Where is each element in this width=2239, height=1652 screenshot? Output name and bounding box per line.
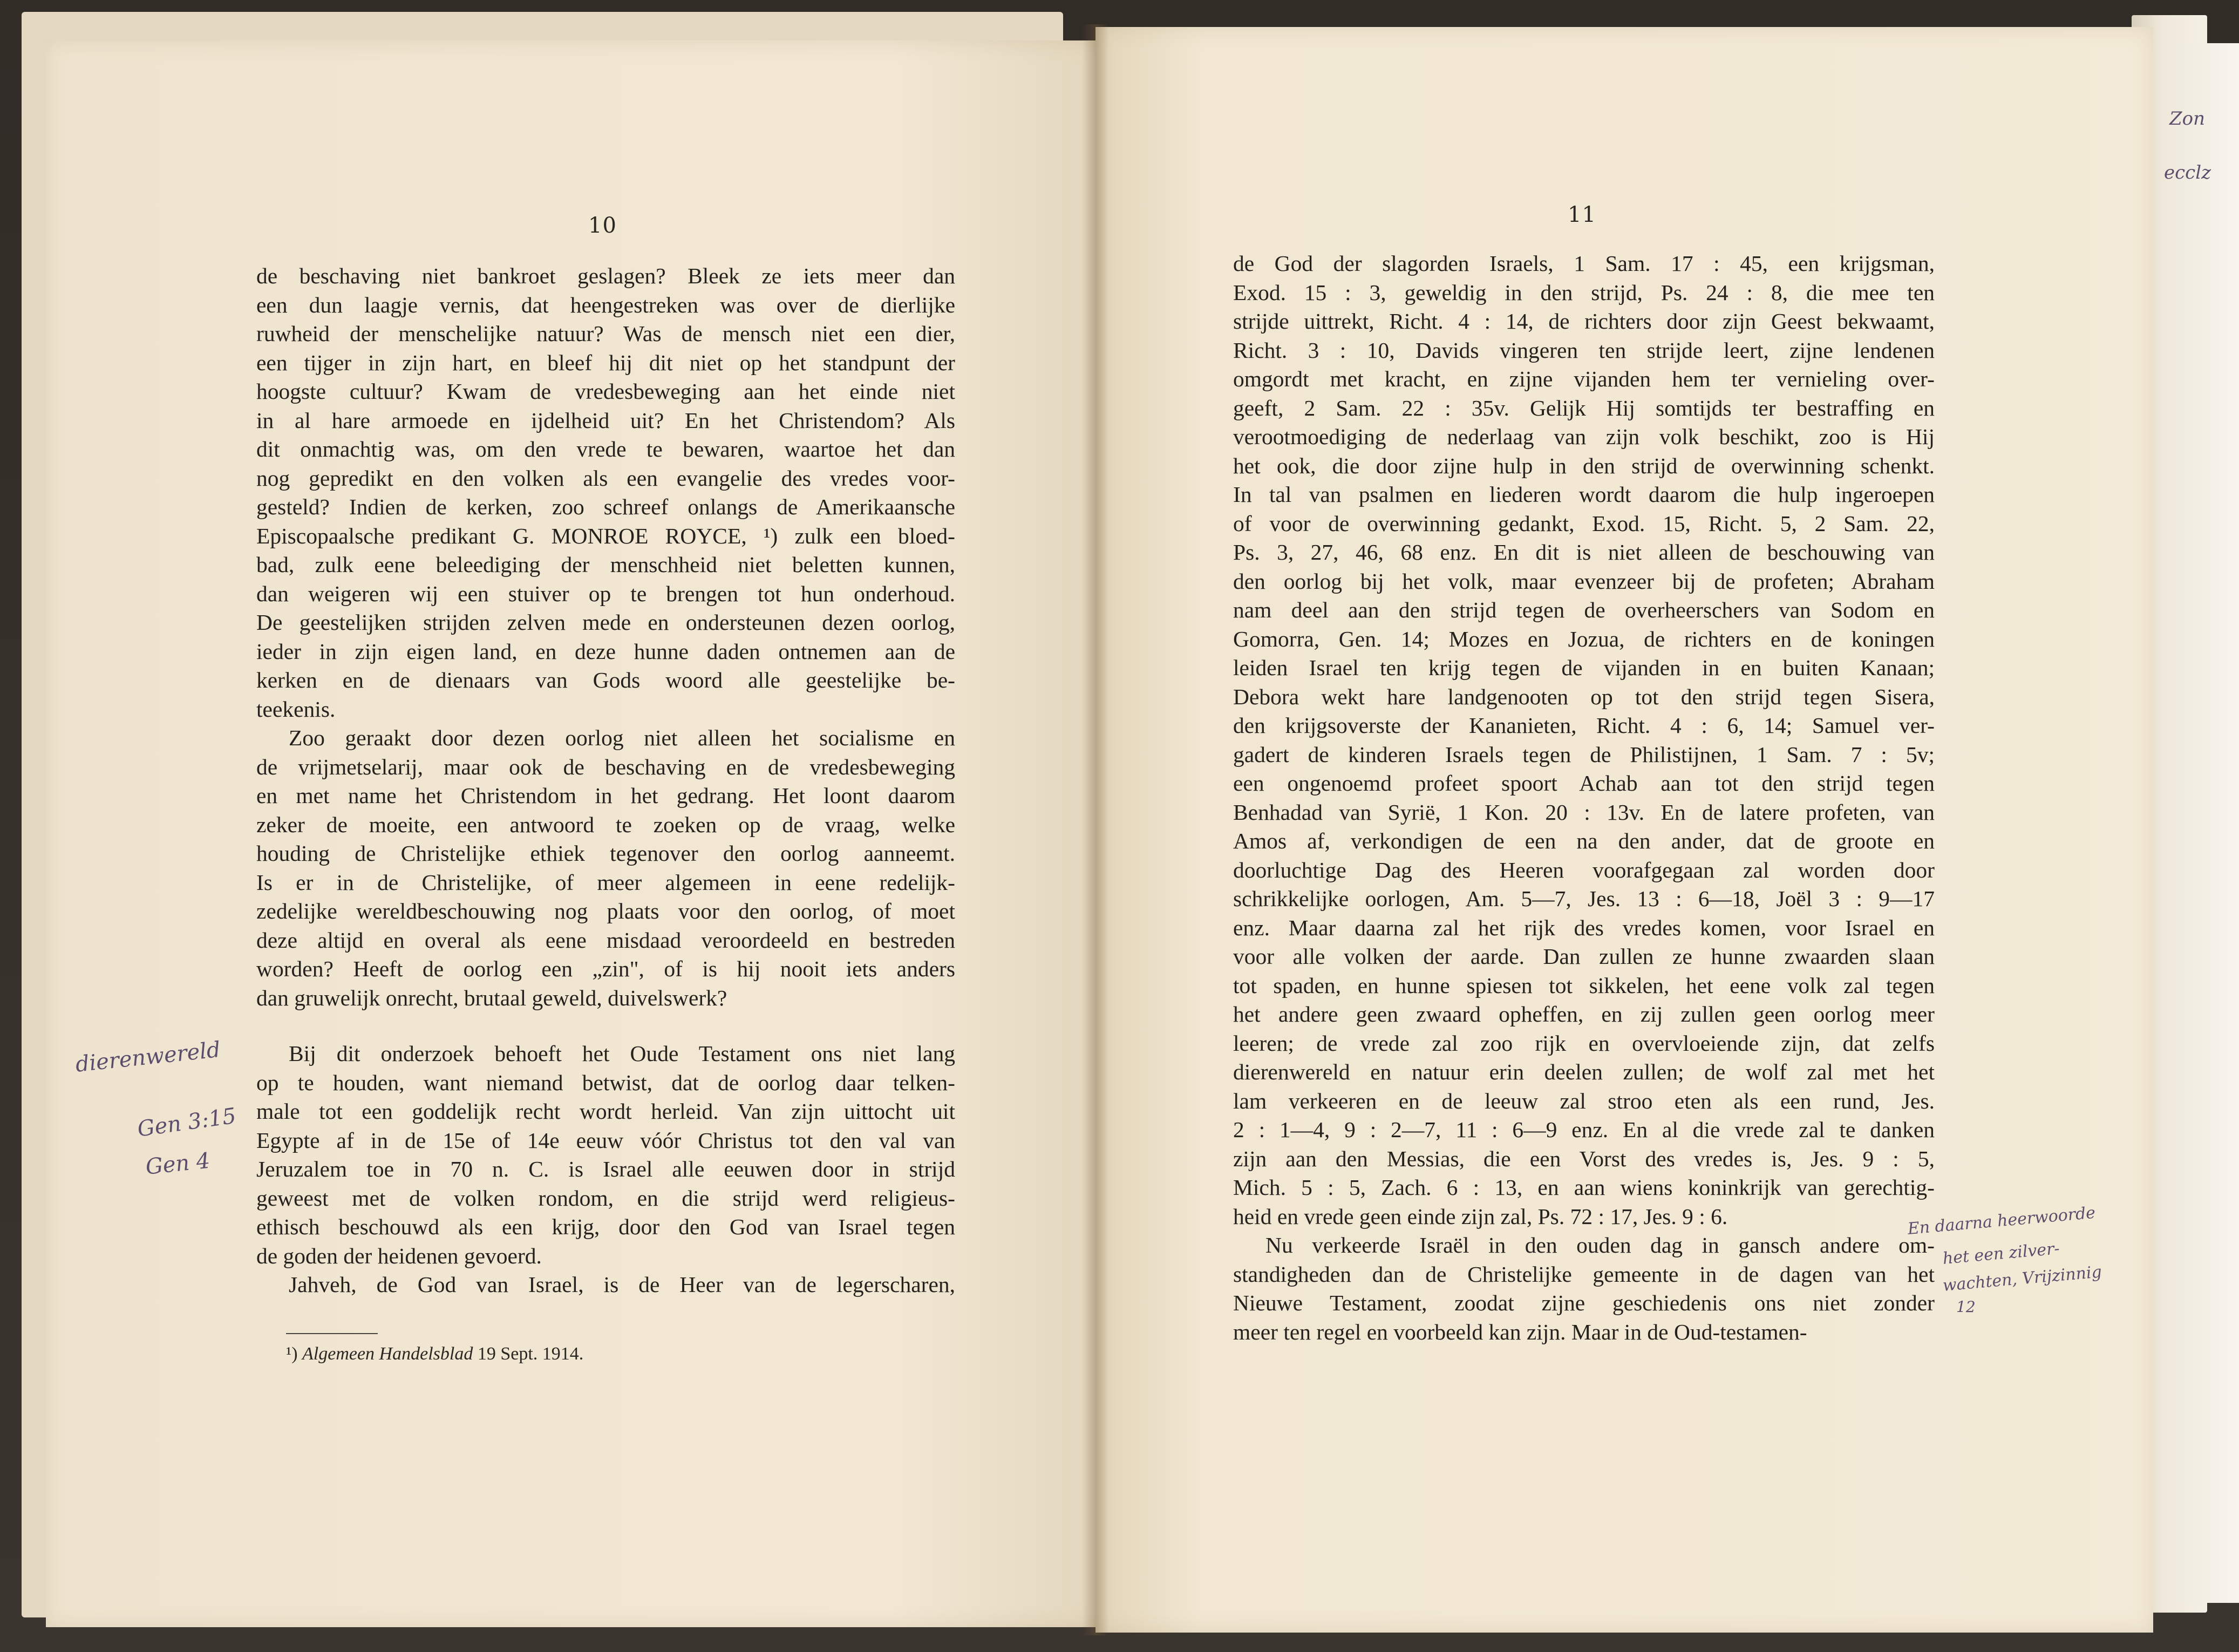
handwritten-note-gen-3-15: Gen 3:15 bbox=[135, 1103, 238, 1142]
handwritten-note-right-3: wachten, Vrijzinnig bbox=[1942, 1262, 2103, 1295]
handwritten-edge-note-1: Zon bbox=[2169, 108, 2205, 130]
text-line: Exod. 15 : 3, geweldig in den strijd, Ps. 24 : 8, die mee ten bbox=[1233, 280, 1935, 305]
footnote-source: Algemeen Handelsblad bbox=[302, 1344, 473, 1364]
text-line: deze altijd en overal als eene misdaad veroordeeld en bestreden bbox=[256, 927, 955, 953]
text-line: male tot een goddelijk recht wordt herleid. Van zijn uittocht uit bbox=[256, 1099, 955, 1124]
inserted-leaf-edge bbox=[2169, 43, 2239, 1603]
text-line: Is er in de Christelijke, of meer algemeen in eene redelijk- bbox=[256, 869, 955, 895]
handwritten-note-right-4: 12 bbox=[1956, 1298, 1976, 1316]
text-line: In tal van psalmen en liederen wordt daarom die hulp ingeroepen bbox=[1233, 482, 1935, 507]
text-line: De geestelijken strijden zelven mede en ondersteunen dezen oorlog, bbox=[256, 610, 955, 635]
text-line: bad, zulk eene beleediging der menschheid niet beletten kunnen, bbox=[256, 552, 955, 577]
page-number-right: 11 bbox=[1568, 202, 1596, 227]
handwritten-edge-note-2: ecclz bbox=[2164, 162, 2211, 183]
text-line: in al hare armoede en ijdelheid uit? En het Christendom? Als bbox=[256, 407, 955, 433]
text-line: heid en vrede geen einde zijn zal, Ps. 72 : 17, Jes. 9 : 6. bbox=[1233, 1204, 1728, 1229]
text-line: Nu verkeerde Israël in den ouden dag in gansch andere om- bbox=[1265, 1233, 1935, 1257]
right-page-body bbox=[1233, 249, 1935, 1347]
text-line: de goden der heidenen gevoerd. bbox=[256, 1243, 542, 1268]
text-line: houding de Christelijke ethiek tegenover den oorlog aanneemt. bbox=[256, 841, 955, 866]
text-line: zijn aan den Messias, die een Vorst des vredes is, Jes. 9 : 5, bbox=[1233, 1146, 1935, 1171]
text-line: dan gruwelijk onrecht, brutaal geweld, duivelswerk? bbox=[256, 985, 727, 1010]
footnote-marker: ¹) bbox=[286, 1344, 298, 1364]
text-line: lam verkeeren en de leeuw zal stroo eten als een rund, Jes. bbox=[1233, 1088, 1935, 1113]
text-line: Egypte af in de 15e of 14e eeuw vóór Christus tot den val van bbox=[256, 1127, 955, 1153]
text-line: Nieuwe Testament, zoodat zijne geschiedenis ons niet zonder bbox=[1233, 1290, 1935, 1315]
text-line: worden? Heeft de oorlog een „zin", of is hij nooit iets anders bbox=[256, 956, 955, 981]
text-line: op te houden, want niemand betwist, dat de oorlog daar telken- bbox=[256, 1070, 955, 1095]
text-line: omgordt met kracht, en zijne vijanden hem ter vernieling over- bbox=[1233, 366, 1935, 391]
text-line: Richt. 3 : 10, Davids vingeren ten strijde leert, zijne lendenen bbox=[1233, 337, 1935, 363]
text-line: dit onmachtig was, om den vrede te bewaren, waartoe het dan bbox=[256, 437, 955, 461]
text-line: het ook, die door zijne hulp in den strijd de overwinning schenkt. bbox=[1233, 453, 1935, 478]
footnote-rule bbox=[286, 1333, 378, 1334]
text-line: verootmoediging de nederlaag van zijn volk beschikt, zoo is Hij bbox=[1233, 424, 1935, 449]
text-line: schrikkelijke oorlogen, Am. 5—7, Jes. 13 : 6—18, Joël 3 : 9—17 bbox=[1233, 886, 1935, 911]
text-line: een dun laagje vernis, dat heengestreken was over de dierlijke bbox=[256, 292, 955, 317]
text-line: kerken en de dienaars van Gods woord alle geestelijke be- bbox=[256, 668, 955, 692]
text-line: de God der slagorden Israels, 1 Sam. 17 : 45, een krijgsman, bbox=[1233, 251, 1935, 276]
text-line: ieder in zijn eigen land, en deze hunne daden ontnemen aan de bbox=[256, 638, 955, 664]
text-line: tot spaden, en hunne spiesen tot sikkelen, het eene volk zal tegen bbox=[1233, 973, 1935, 998]
text-line: Ps. 3, 27, 46, 68 enz. En dit is niet alleen de beschouwing van bbox=[1233, 540, 1935, 565]
text-line: Debora wekt hare landgenooten op tot den strijd tegen Sisera, bbox=[1233, 684, 1935, 709]
text-line: Bij dit onderzoek behoeft het Oude Testament ons niet lang bbox=[289, 1041, 955, 1066]
text-line: Jeruzalem toe in 70 n. C. is Israel alle eeuwen door in strijd bbox=[256, 1157, 955, 1181]
text-line: zeker de moeite, een antwoord te zoeken op de vraag, welke bbox=[256, 812, 955, 837]
text-line: een ongenoemd profeet spoort Achab aan tot den strijd tegen bbox=[1233, 771, 1935, 796]
text-line: leiden Israel ten krijg tegen de vijanden in en buiten Kanaan; bbox=[1233, 655, 1935, 680]
text-line: strijde uittrekt, Richt. 4 : 14, de richters door zijn Geest bekwaamt, bbox=[1233, 309, 1935, 334]
text-line: nog gepredikt en den volken als een evangelie des vredes voor- bbox=[256, 465, 955, 491]
text-line: Jahveh, de God van Israel, is de Heer van de legerscharen, bbox=[289, 1272, 955, 1297]
text-line: Episcopaalsche predikant G. MONROE ROYCE, ¹) zulk een bloed- bbox=[256, 523, 955, 548]
handwritten-note-right-1: En daarna heerwoorde bbox=[1907, 1203, 2097, 1239]
text-line: dan weigeren wij een stuiver op te brengen tot hun onderhoud. bbox=[256, 581, 955, 606]
handwritten-note-right-2: het een zilver- bbox=[1942, 1239, 2060, 1268]
text-line: meer ten regel en voorbeeld kan zijn. Maar in de Oud-testamen- bbox=[1233, 1319, 1807, 1344]
text-line: Amos af, verkondigen de een na den ander, dat de groote en bbox=[1233, 828, 1935, 853]
handwritten-note-dierenwereld: dierenwereld bbox=[74, 1037, 222, 1077]
text-line: de vrijmetselarij, maar ook de beschaving en de vredesbeweging bbox=[256, 754, 955, 779]
book-gutter bbox=[1082, 24, 1109, 1635]
footnote-date: 19 Sept. 1914. bbox=[477, 1344, 584, 1364]
text-line: Benhadad van Syrië, 1 Kon. 20 : 13v. En de latere profeten, van bbox=[1233, 799, 1935, 825]
text-line: gesteld? Indien de kerken, zoo schreef onlangs de Amerikaansche bbox=[256, 494, 955, 519]
text-line: geeft, 2 Sam. 22 : 35v. Gelijk Hij somtijds ter bestraffing en bbox=[1233, 395, 1935, 420]
text-line: de beschaving niet bankroet geslagen? Bleek ze iets meer dan bbox=[256, 263, 955, 288]
text-line: leeren; de vrede zal zoo rijk en overvloeiende zijn, dat zelfs bbox=[1233, 1030, 1935, 1056]
left-page-body bbox=[256, 262, 955, 1300]
handwritten-note-gen-4: Gen 4 bbox=[144, 1148, 212, 1180]
text-line: geweest met de volken rondom, en die strijd werd religieus- bbox=[256, 1185, 955, 1211]
text-line: den oorlog bij het volk, maar evenzeer bij de profeten; Abraham bbox=[1233, 568, 1935, 594]
text-line: ethisch beschouwd als een krijg, door den God van Israel tegen bbox=[256, 1214, 955, 1239]
text-line: nam deel aan den strijd tegen de overheerschers van Sodom en bbox=[1233, 597, 1935, 622]
text-line: gadert de kinderen Israels tegen de Philistijnen, 1 Sam. 7 : 5v; bbox=[1233, 742, 1935, 767]
text-line: voor alle volken der aarde. Dan zullen ze hunne zwaarden slaan bbox=[1233, 944, 1935, 969]
footnote bbox=[286, 1344, 583, 1364]
text-line: het andere geen zwaard opheffen, en zij zullen geen oorlog meer bbox=[1233, 1002, 1935, 1026]
text-line: doorluchtige Dag des Heeren voorafgegaan zal worden door bbox=[1233, 857, 1935, 882]
text-line: standigheden dan de Christelijke gemeente in de dagen van het bbox=[1233, 1261, 1935, 1287]
text-line: Mich. 5 : 5, Zach. 6 : 13, en aan wiens koninkrijk van gerechtig- bbox=[1233, 1175, 1935, 1200]
text-line: 2 : 1—4, 9 : 2—7, 11 : 6—9 enz. En al die vrede zal te danken bbox=[1233, 1117, 1935, 1142]
text-line: of voor de overwinning gedankt, Exod. 15, Richt. 5, 2 Sam. 22, bbox=[1233, 511, 1935, 536]
text-line: ruwheid der menschelijke natuur? Was de mensch niet een dier, bbox=[256, 321, 955, 346]
text-line: zedelijke wereldbeschouwing nog plaats voor den oorlog, of moet bbox=[256, 899, 955, 923]
text-line: teekenis. bbox=[256, 696, 336, 722]
text-line: Zoo geraakt door dezen oorlog niet alleen het socialisme en bbox=[289, 725, 955, 750]
text-line: dierenwereld en natuur erin deelen zullen; de wolf zal met het bbox=[1233, 1059, 1935, 1084]
text-line: den krijgsoverste der Kananieten, Richt. 4 : 6, 14; Samuel ver- bbox=[1233, 713, 1935, 738]
text-line: hoogste cultuur? Kwam de vredesbeweging aan het einde niet bbox=[256, 379, 955, 404]
text-line: een tijger in zijn hart, en bleef hij dit niet op het standpunt der bbox=[256, 350, 955, 375]
text-line: en met name het Christendom in het gedrang. Het loont daarom bbox=[256, 783, 955, 808]
page-number-left: 10 bbox=[588, 213, 617, 238]
text-line: enz. Maar daarna zal het rijk des vredes komen, voor Israel en bbox=[1233, 915, 1935, 940]
text-line: Gomorra, Gen. 14; Mozes en Jozua, de richters en de koningen bbox=[1233, 626, 1935, 651]
